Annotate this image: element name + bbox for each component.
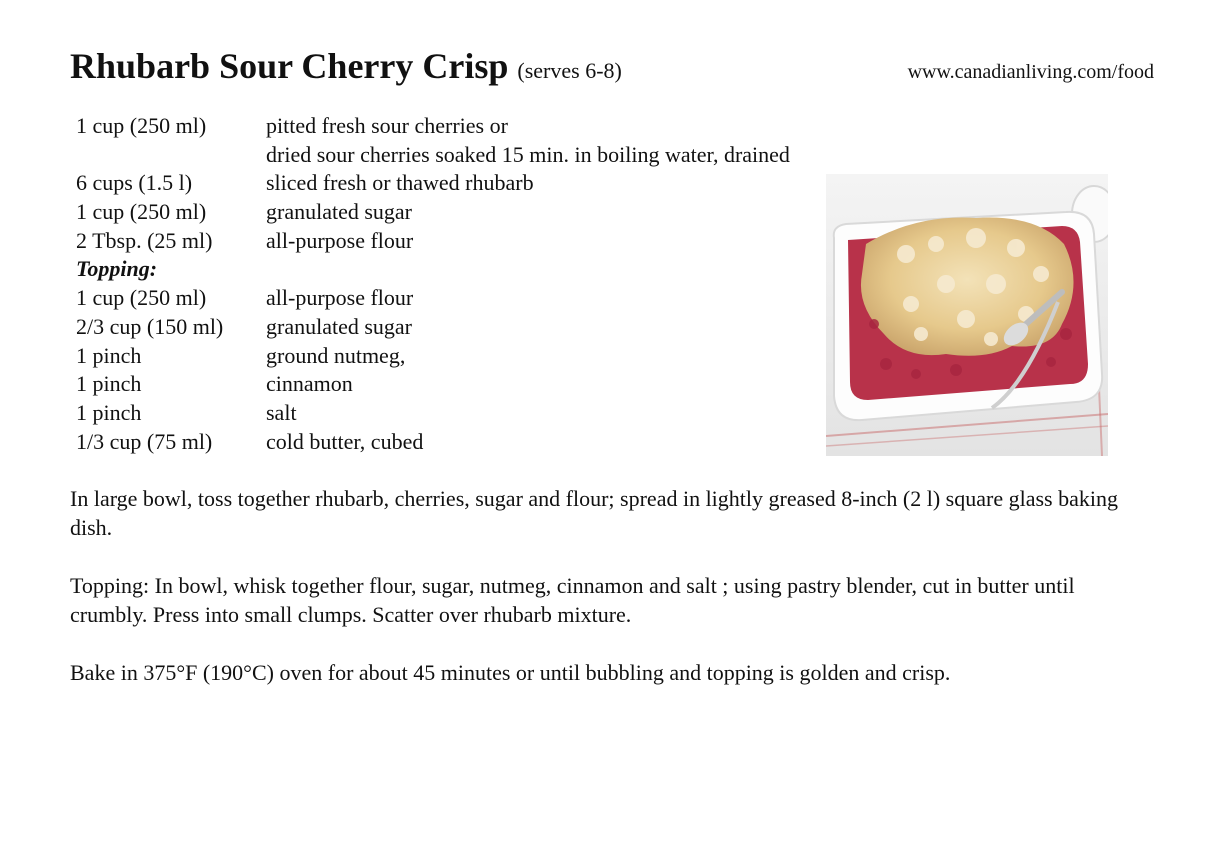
topping-quantity: 2/3 cup (150 ml)	[76, 313, 224, 339]
ingredient-quantity: 2 Tbsp. (25 ml)	[76, 227, 213, 253]
topping-ingredient: cold butter, cubed	[266, 428, 424, 454]
recipe-title	[70, 44, 622, 93]
topping-quantity: 1 pinch	[76, 371, 142, 397]
source-url: www.canadianliving.com/food	[907, 61, 1154, 83]
topping-row	[76, 313, 896, 342]
topping-ingredient: ground nutmeg,	[266, 342, 406, 368]
topping-row	[76, 342, 896, 371]
topping-ingredient: salt	[266, 399, 297, 425]
ingredient-name: granulated sugar	[266, 199, 412, 225]
instruction-step: Topping: In bowl, whisk together flour, sugar, nutmeg, cinnamon and salt ; using pastry blender, cut in butter until crumbly. Press into small clumps. Scatter over rhubarb mixture.	[70, 573, 1075, 627]
ingredient-list	[76, 112, 896, 456]
topping-heading: Topping:	[76, 256, 158, 282]
topping-row	[76, 428, 896, 457]
ingredient-row	[76, 227, 896, 256]
ingredient-row	[76, 198, 896, 227]
ingredient-row	[76, 112, 896, 141]
serves-count: (serves 6-8)	[517, 58, 622, 83]
instruction-step: Bake in 375°F (190°C) oven for about 45 minutes or until bubbling and topping is golden and crisp.	[70, 660, 951, 685]
topping-row	[76, 370, 896, 399]
topping-row	[76, 284, 896, 313]
topping-ingredient: cinnamon	[266, 371, 353, 397]
ingredient-name: sliced fresh or thawed rhubarb	[266, 170, 534, 196]
instructions	[70, 484, 1150, 716]
ingredient-quantity: 1 cup (250 ml)	[76, 199, 207, 225]
topping-quantity: 1 cup (250 ml)	[76, 285, 207, 311]
topping-ingredient: granulated sugar	[266, 313, 412, 339]
recipe-title-text: Rhubarb Sour Cherry Crisp	[70, 46, 509, 86]
ingredient-quantity: 1 cup (250 ml)	[76, 113, 207, 138]
recipe-header	[70, 44, 1154, 88]
topping-ingredient: all-purpose flour	[266, 285, 414, 311]
crisp-photo	[826, 174, 1108, 456]
instruction-step: In large bowl, toss together rhubarb, cherries, sugar and flour; spread in lightly greased 8-inch (2 l) square glass baking dish.	[70, 486, 1118, 540]
ingredient-name: dried sour cherries soaked 15 min. in boiling water, drained	[266, 141, 790, 167]
ingredient-row	[76, 169, 896, 198]
topping-row	[76, 399, 896, 428]
crisp-photo-illustration	[826, 174, 1108, 456]
topping-heading-row	[76, 255, 896, 284]
ingredient-quantity: 6 cups (1.5 l)	[76, 170, 193, 196]
topping-quantity: 1 pinch	[76, 342, 142, 368]
ingredient-row	[76, 141, 896, 170]
ingredient-name: all-purpose flour	[266, 227, 414, 253]
ingredient-name: pitted fresh sour cherries or	[266, 113, 508, 138]
topping-quantity: 1/3 cup (75 ml)	[76, 428, 213, 454]
topping-quantity: 1 pinch	[76, 399, 142, 425]
